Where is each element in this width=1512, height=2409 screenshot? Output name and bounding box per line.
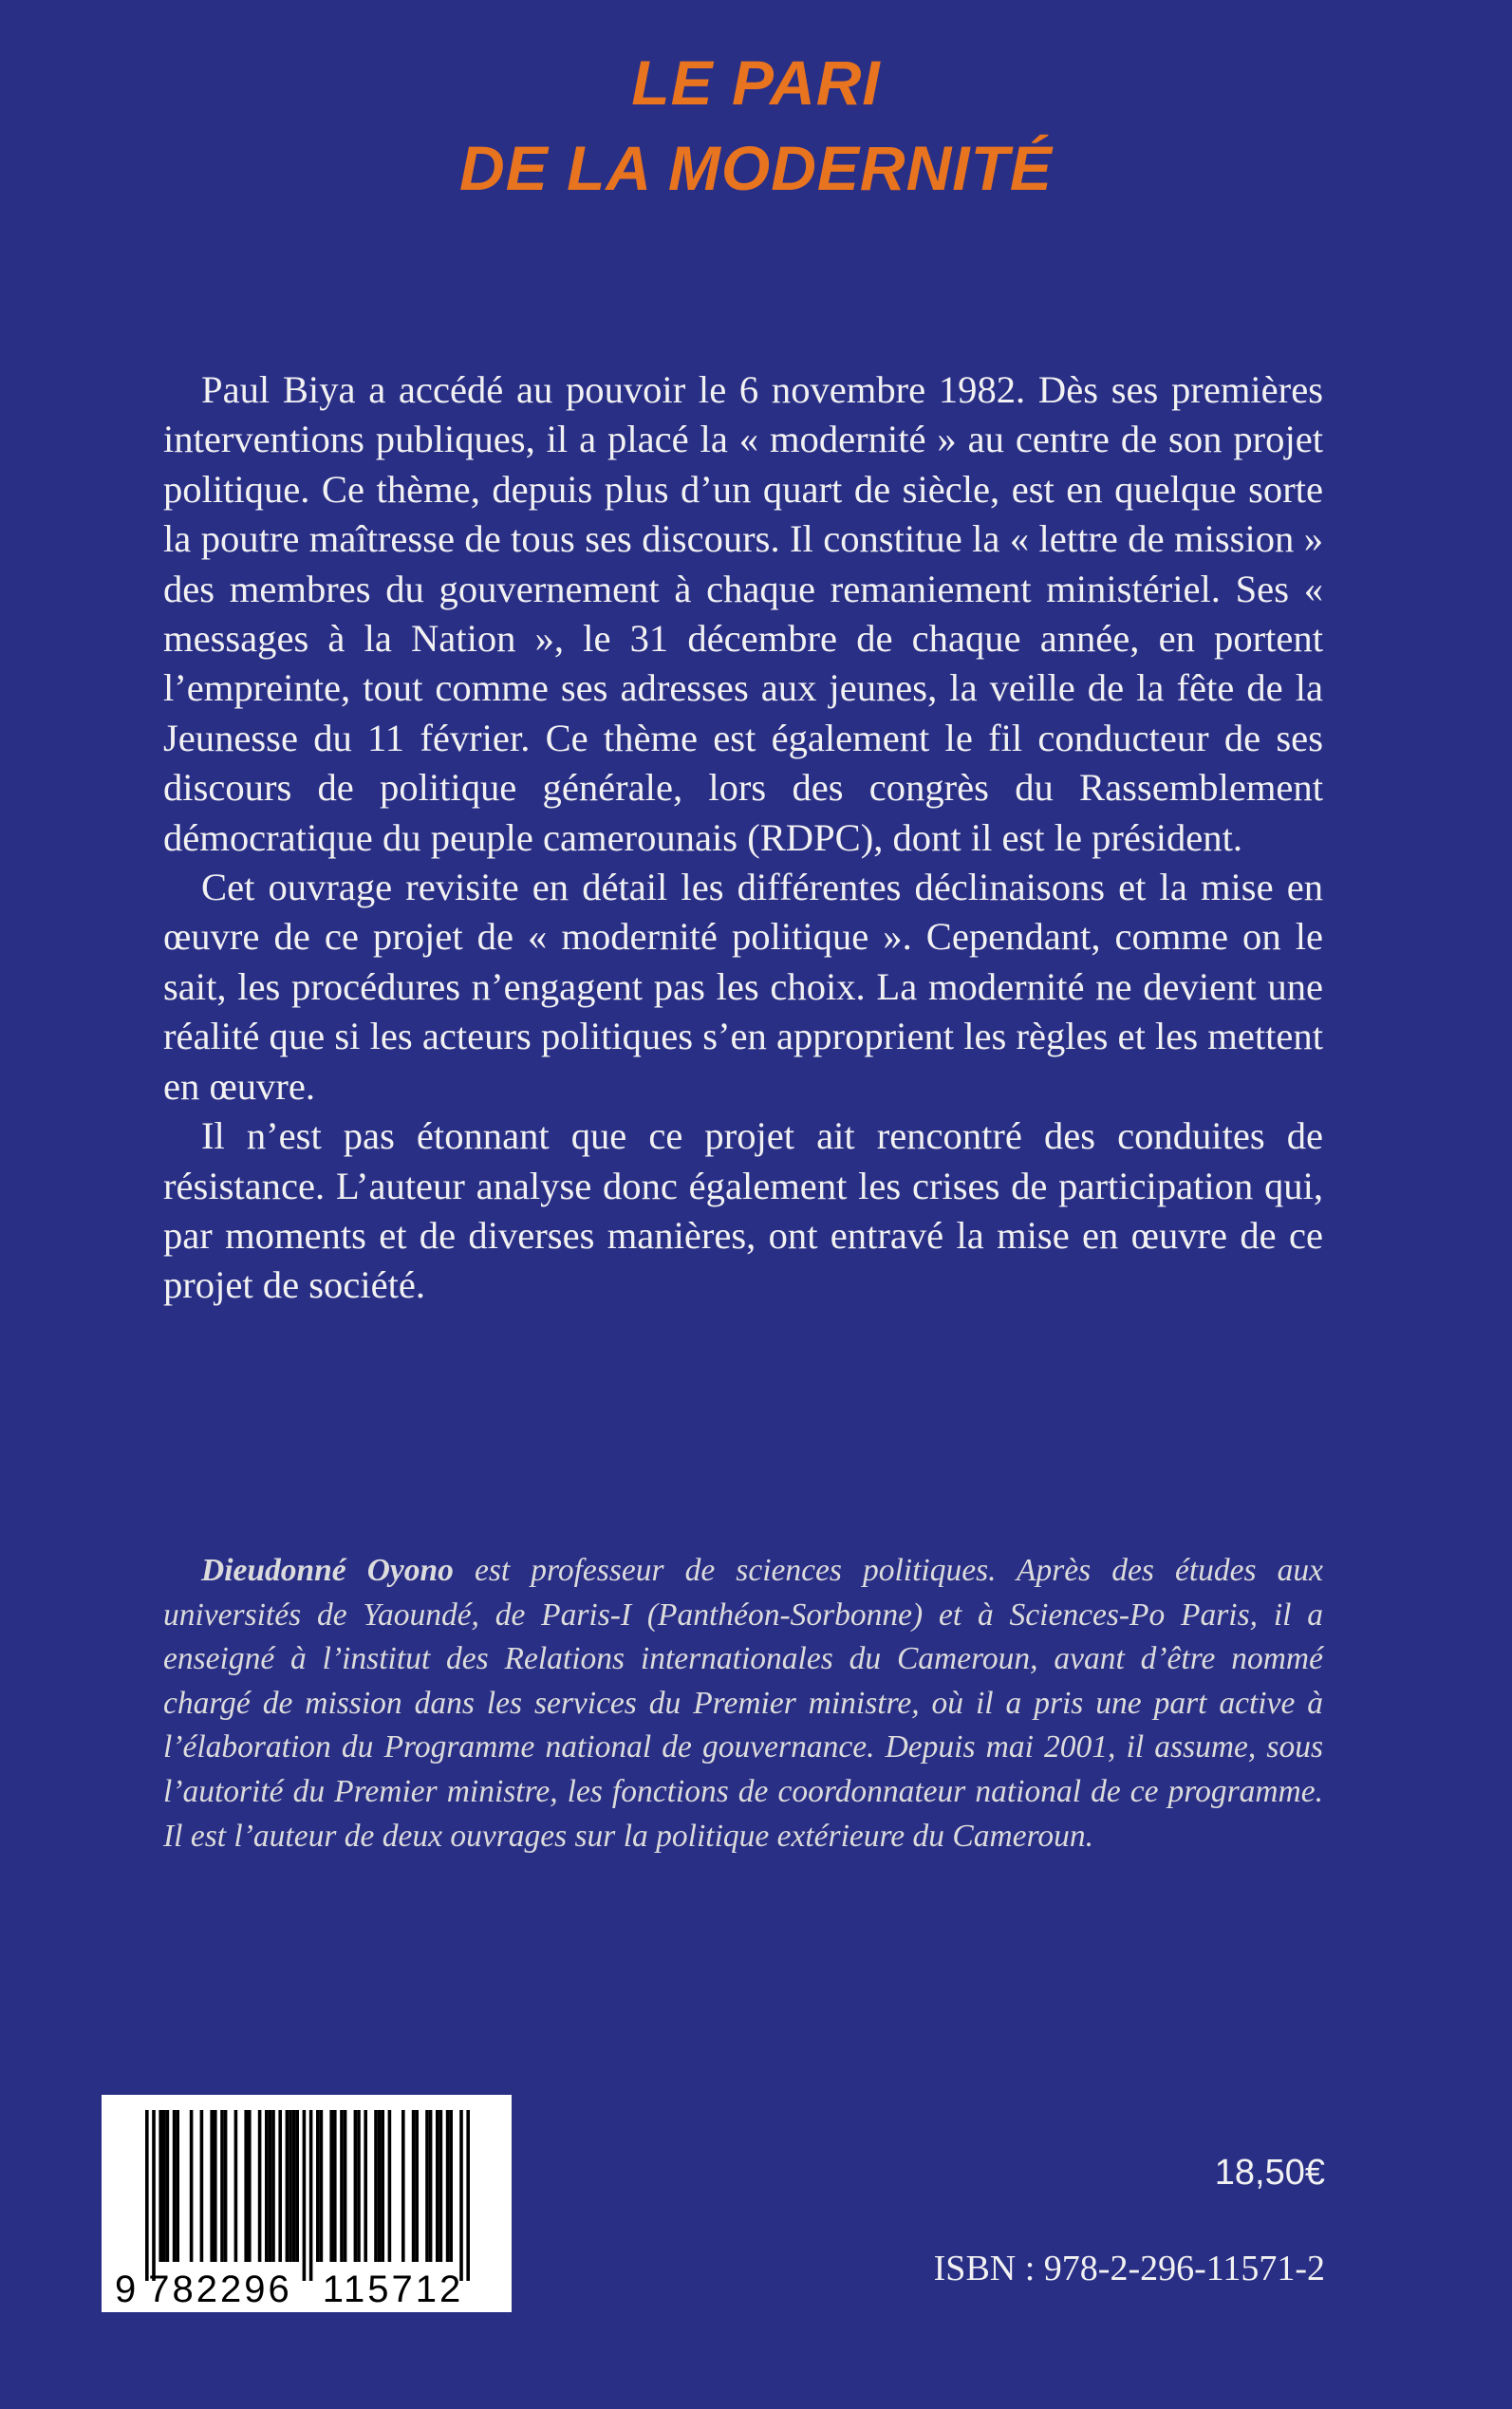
book-title-line-1: LE PARI — [631, 47, 881, 118]
barcode-bar — [269, 2110, 272, 2262]
barcode-bar — [200, 2110, 204, 2262]
barcode-bars — [145, 2110, 470, 2281]
barcode-bar — [354, 2110, 358, 2262]
barcode-bar — [466, 2110, 470, 2281]
barcode-left-digits: 782296 — [148, 2269, 292, 2310]
barcode-bar — [415, 2110, 419, 2262]
barcode-bar — [388, 2110, 392, 2262]
book-title-line-2: DE LA MODERNITÉ — [459, 133, 1053, 203]
price-label: 18,50€ — [1214, 2153, 1325, 2193]
barcode-bar — [265, 2110, 269, 2262]
barcode-bar — [374, 2110, 378, 2262]
barcode-bar — [166, 2110, 170, 2262]
barcode-bar — [446, 2110, 450, 2262]
author-bio-text: est professeur de sciences politiques. Après des études aux universités de Yaoundé, de Paris-I (Panthéon-Sorbonne) et à Sciences-Po Paris, il a enseigné à l’institut des Relations internationales du Cameroun, avant d’être nommé chargé de mission dans les services du Premier ministre, où il a pris une part active à l’élaboration du Programme national de gouvernance. Depuis mai 2001, il assume, sous l’autorité du Premier ministre, les fonctions de coordonnateur national de ce programme. Il est l’auteur de deux ouvrages sur la politique extérieure du Cameroun. — [163, 1553, 1324, 1854]
barcode-bar — [333, 2110, 337, 2262]
barcode-bar — [295, 2110, 299, 2262]
barcode-bar — [459, 2110, 463, 2281]
summary-paragraph-3: Il n’est pas étonnant que ce projet ait rencontré des conduites de résistance. L’auteur analyse donc également les crises de participation qui, par moments et de diverses manières, ont entravé la mise en œuvre de ce projet de société. — [163, 1114, 1323, 1307]
barcode-bar — [401, 2110, 405, 2262]
barcode-first-digit: 9 — [115, 2269, 137, 2310]
summary-paragraph-1: Paul Biya a accédé au pouvoir le 6 novembre 1982. Dès ses premières interventions publiques, il a placé la « modernité » au centre de son projet politique. Ce thème, depuis plus d’un quart de siècle, est en quelque sorte la poutre maîtresse de tous ses discours. Il constitue la « lettre de mission » des membres du gouvernement à chaque remaniement ministériel. Ses « messages à la Nation », le 31 décembre de chaque année, en portent l’empreinte, tout comme ses adresses aux jeunes, la veille de la fête de la Jeunesse du 11 février. Ce thème est également le fil conducteur de ses discours de politique générale, lors des congrès du Rassemblement démocratique du peuple camerounais (RDPC), dont il est le président. — [163, 368, 1323, 859]
barcode-bar — [378, 2110, 382, 2262]
barcode-bar — [289, 2110, 292, 2262]
barcode-bar — [173, 2110, 177, 2262]
barcode-bar — [357, 2110, 361, 2262]
barcode-bar — [364, 2110, 367, 2262]
barcode-bar — [316, 2110, 320, 2262]
barcode-bar — [224, 2110, 228, 2262]
barcode-bar — [429, 2110, 433, 2262]
barcode-bar — [344, 2110, 347, 2262]
barcode-bar — [152, 2110, 156, 2281]
barcode — [102, 2095, 512, 2312]
summary-paragraph-2: Cet ouvrage revisite en détail les différentes déclinaisons et la mise en œuvre de ce projet de « modernité politique ». Cependant, comme on le sait, les procédures n’engagent pas les choix. La modernité ne devient une réalité que si les acteurs politiques s’en approprient les règles et les mettent en œuvre. — [163, 866, 1323, 1108]
barcode-bar — [320, 2110, 324, 2262]
barcode-bar — [234, 2110, 238, 2262]
book-title — [0, 40, 1512, 211]
barcode-bar — [329, 2110, 333, 2262]
barcode-bar — [449, 2110, 453, 2262]
summary-text — [163, 365, 1323, 1311]
barcode-bar — [145, 2110, 149, 2281]
barcode-bar — [220, 2110, 224, 2262]
author-bio-paragraph — [163, 1549, 1323, 1858]
isbn-label: ISBN : 978-2-296-11571-2 — [933, 2249, 1325, 2288]
author-bio — [163, 1549, 1323, 1858]
barcode-bar — [303, 2110, 307, 2281]
barcode-bar — [439, 2110, 443, 2262]
barcode-bar — [436, 2110, 439, 2262]
barcode-bar — [162, 2110, 166, 2262]
barcode-bar — [271, 2110, 275, 2262]
barcode-bar — [278, 2110, 282, 2262]
barcode-bar — [214, 2110, 217, 2262]
barcode-bar — [258, 2110, 262, 2262]
barcode-bar — [292, 2110, 296, 2262]
barcode-bar — [286, 2110, 289, 2262]
barcode-bar — [244, 2110, 248, 2262]
barcode-right-digits: 115712 — [322, 2269, 464, 2310]
barcode-bar — [340, 2110, 344, 2262]
barcode-bar — [248, 2110, 252, 2262]
barcode-bar — [412, 2110, 416, 2262]
author-name: Dieudonné Oyono — [201, 1553, 454, 1588]
barcode-bar — [210, 2110, 214, 2262]
barcode-bar — [190, 2110, 194, 2262]
barcode-bar — [425, 2110, 429, 2262]
barcode-bar — [176, 2110, 179, 2262]
barcode-bar — [381, 2110, 384, 2262]
barcode-bar — [309, 2110, 313, 2281]
barcode-bar — [159, 2110, 162, 2262]
